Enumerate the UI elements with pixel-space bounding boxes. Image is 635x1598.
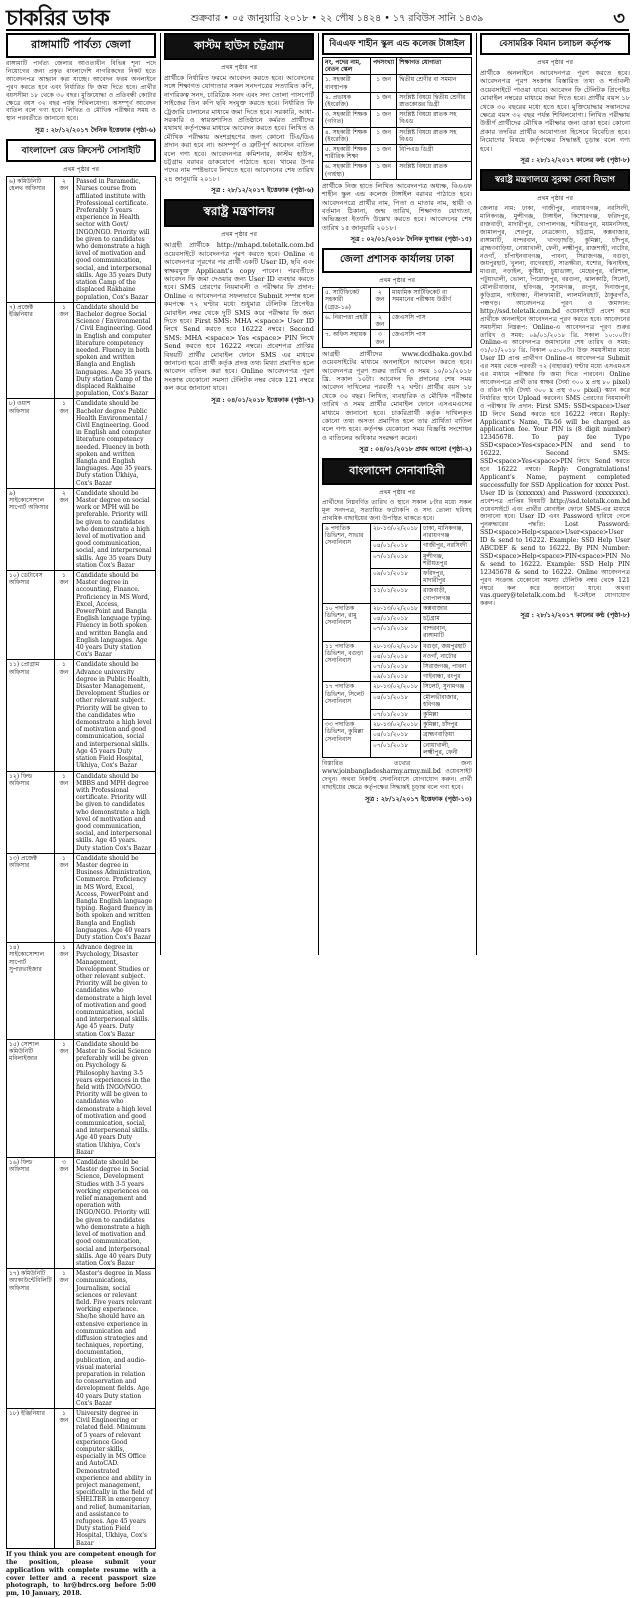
army-intro: প্রার্থীদের নিম্নবর্ণিত তারিখ ও স্থানে সকাল ৮টার মধ্যে সকল মূল সনদপত্র, সত্যায়িত ফটোকপি ও সদ্য তোলা ছবিসহ প্রাথমিক বাছাইয়ের জন্য উপস্থিত থাকতে হবে।	[322, 499, 472, 522]
table-row	[323, 110, 472, 127]
rangamati-body: রাঙ্গামাটি পার্বত্য জেলার আওতাধীন বিভিন্ন শূন্য পদে নিয়োগের জন্য প্রকৃত বাংলাদেশি নাগরিকদের নিকট হতে আবেদনপত্র আহ্বান করা যাচ্ছে। আবেদন ফরম অনলাইনে পূরণ করতে হবে এবং নির্ধারিত ফি জমা দিতে হবে। প্রার্থীর বয়সসীমা ১৮ থেকে ৩০ বছর। মুক্তিযোদ্ধা ও প্রতিবন্ধী কোটার ক্ষেত্রে বয়স ৩২ বছর পর্যন্ত শিথিলযোগ্য। অসম্পূর্ণ আবেদন বাতিল বলে গণ্য হবে। লিখিত ও মৌখিক পরীক্ষার সময় ও স্থান পরবর্তীতে জানানো হবে।	[6, 60, 156, 123]
dhaka-source: সূত্র : ০৪/০১/২০১৮ প্রথম আলো (পৃষ্ঠা-২)	[359, 445, 472, 454]
schedule-districts: নোয়াখালী, লক্ষ্মীপুর, ফেনী	[421, 740, 472, 757]
table-row	[7, 488, 156, 570]
customs-body: প্রার্থীকে নির্ধারিত ফরমে আবেদন করতে হবে। আবেদনের সঙ্গে শিক্ষাগত যোগ্যতার সকল সনদপত্রের সত্যায়িত কপি, নাগরিকত্ব সনদ, চারিত্রিক সনদ এবং সদ্য তোলা পাসপোর্ট সাইজের তিন কপি ছবি সংযুক্ত করতে হবে। নির্ধারিত ফি ট্রেজারি চালানের মাধ্যমে জমা দিতে হবে। সরকারি, আধা-সরকারি ও স্বায়ত্তশাসিত প্রতিষ্ঠানে কর্মরত প্রার্থীদের যথাযথ কর্তৃপক্ষের মাধ্যমে আবেদন করতে হবে। লিখিত ও মৌখিক পরীক্ষায় অংশগ্রহণের জন্য কোনো টিএ/ডিএ প্রদান করা হবে না। অসম্পূর্ণ ও ত্রুটিপূর্ণ আবেদন বাতিল বলে গণ্য হবে। আবেদনপত্র কমিশনার, কাস্টম হাউস, চট্টগ্রাম বরাবর ডাকযোগে পাঠাতে হবে। খামের উপর পদের নাম স্পষ্টভাবে লিখতে হবে। আবেদনের শেষ তারিখ ২৪ জানুয়ারি ২০১৮।	[164, 74, 314, 183]
schedule-date: ২৮-১৩/০২/২০১৮	[371, 523, 421, 540]
post-requirements: বিপিএড ডিগ্রী	[397, 145, 472, 162]
swarashtra-source: সূত্র : ০৪/০১/২০১৮ ইত্তেফাক (পৃষ্ঠা-৭)	[211, 395, 314, 404]
army-body: বিস্তারিত তথ্যের জন্য www.joinbangladesharmy.army.mil.bd ওয়েবসাইট দেখুন। অথবা নিকটস্থ সেনানিবাসে যোগাযোগ করুন। প্রার্থী বাছাইয়ের ক্ষেত্রে কর্তৃপক্ষের সিদ্ধান্তই চূড়ান্ত বলে গণ্য হবে।	[322, 759, 472, 791]
post-requirements: Candidate should be Master degree on social work or MPH will be preferable. Priority will be given to candidates who demonstrate a high level of motivation and good communication, social, and interpersonal skills. Age 35 years Duty station Cox's Bazar	[74, 488, 156, 570]
table-row	[7, 853, 156, 942]
suraksha-body: জেলার নাম: ঢাকা, গাজীপুর, নারায়ণগঞ্জ, নরসিংদী, মানিকগঞ্জ, মুন্সীগঞ্জ, টাঙ্গাইল, কিশোরগঞ্জ, ফরিদপুর, রাজবাড়ী, মাদারীপুর, গোপালগঞ্জ, শরীয়তপুর, ময়মনসিংহ, জামালপুর, শেরপুর, নেত্রকোণা, চট্টগ্রাম, কক্সবাজার, রাঙ্গামাটি, বান্দরবান, খাগড়াছড়ি, কুমিল্লা, চাঁদপুর, ব্রাহ্মণবাড়িয়া, নোয়াখালী, ফেনী, লক্ষ্মীপুর, রাজশাহী, নাটোর, নওগাঁ, চাঁপাইনবাবগঞ্জ, পাবনা, সিরাজগঞ্জ, বগুড়া, জয়পুরহাট, খুলনা, বাগেরহাট, সাতক্ষীরা, যশোর, ঝিনাইদহ, মাগুরা, নড়াইল, কুষ্টিয়া, চুয়াডাঙ্গা, মেহেরপুর, বরিশাল, পটুয়াখালী, ভোলা, পিরোজপুর, বরগুনা, ঝালকাঠি, সিলেট, মৌলভীবাজার, হবিগঞ্জ, সুনামগঞ্জ, রংপুর, দিনাজপুর, কুড়িগ্রাম, গাইবান্ধা, নীলফামারী, লালমনিরহাট, ঠাকুরগাঁও, পঞ্চগড়। আবেদনপত্র পূরণ ও জমাদান: http://ssd.teletalk.com.bd ওয়েবসাইটে প্রবেশ করে প্রার্থীকে অনলাইনে আবেদনপত্র পূরণ করতে হবে। আবেদনের সময়সীমা নিম্নরূপ: Online-এ আবেদনপত্র পূরণ শুরুর তারিখ ও সময়: ০৯/০১/২০১৮ খ্রি. সকাল ১০:০০টা। Online-এ আবেদনপত্র জমাদানের শেষ তারিখ ও সময়: ৩১/০১/২০১৮ খ্রি. বিকাল ০৫:০০টা। উক্ত সময়সীমার মধ্যে User ID প্রাপ্ত প্রার্থীগণ Online-এ আবেদনপত্র Submit এর সময় থেকে পরবর্তী ৭২ (বাহাত্তর) ঘণ্টার মধ্যে এসএমএস এর মাধ্যমে পরীক্ষার ফি জমা দিতে পারবেন। Online আবেদনপত্রে প্রার্থী তার স্বাক্ষর (দৈর্ঘ্য ৩০০ x প্রস্থ ৮০ pixel) ও রঙিন ছবি (দৈর্ঘ্য ৩০০ x প্রস্থ ৩০০ pixel) স্ক্যান করে নির্ধারিত স্থানে Upload করবেন। SMS প্রেরণের নিয়মাবলী ও পরীক্ষার ফি প্রদান: First SMS: SSD<space>User ID লিখে Send করতে হবে 16222 নম্বরে। Reply: Applicant's Name, Tk-56 will be charged as application fee. Your PIN is (8 digit number) 12345678. To pay fee Type SSD<space>Yes<space>PIN and send to 16222. Second SMS: SSD<space>Yes<space>PIN লিখে Send করতে হবে 16222 নম্বরে। Reply: Congratulations! Applicant's Name, payment completed successfully for SSD Application for xxxxx Post. User ID is (xxxxxxx) and Password (xxxxxxxx). প্রবেশপত্র প্রাপ্তির বিষয়টি http://ssd.teletalk.com.bd ওয়েবসাইটে এবং প্রার্থীর মোবাইল ফোনে SMS-এর মাধ্যমে জানানো হবে। User ID এবং Password হারিয়ে গেলে পুনরুদ্ধারের পদ্ধতি: Lost Password: SSD<space>Help<space>User<space>User ID & send to 16222. Example: SSD Help User ABCDEF & send to 16222. By PIN Number: SSD<space>Help<space>PIN<space>PIN No & send to 16222. Example: SSD Help PIN 12345678 & send to 16222. Online আবেদনপত্র পূরণ সংক্রান্ত যেকোনো সমস্যা টেলিটক নম্বর থেকে 121 নম্বরে কল করে জানানো যাবে। অথবা vas.query@teletalk.com.bd ই-মেইলে যোগাযোগ করুন।	[480, 205, 630, 608]
schedule-districts: কক্সবাজার	[421, 603, 472, 613]
post-requirements: University degree in Civil Engineering or related field. Minimum of 5 years of relevant experience Good computer skills, especially in MS Office and AutoCAD. Demonstrated experience and ability in project management, specifically in the field of SHELTER in emergency and relief, humanitarian, and assistance to refugees. Age 45 years Duty station Field Hospital, Ukhiya, Cox's Bazar	[74, 1408, 156, 1548]
post-requirements: Candidate should be Master degree in Business Administration, Commerce. Proficiency in MS Word, Excel, Access, PowerPoint and Bangla English language typing. Regard fluency in both spoken and written Bangla and English languages. Age 40 years Duty station Cox's Bazar	[74, 853, 156, 942]
post-name: ৪. সহকারী শিক্ষক (ইংরেজি)	[323, 127, 371, 144]
post-requirements: সংশ্লিষ্ট বিষয়ে দ্বিতীয় শ্রেণীর স্নাতকোত্তর ডিগ্রী	[397, 92, 472, 109]
schedule-districts: ঢাকা, মানিকগঞ্জ, নারায়ণগঞ্জ	[421, 523, 472, 540]
suraksha-title: স্বরাষ্ট্র মন্ত্রণালয়ে সুরক্ষা সেবা বিভাগ	[480, 169, 630, 191]
table-row	[7, 177, 156, 302]
schedule-districts: চট্টগ্রাম	[421, 613, 472, 623]
schedule-districts: মৌলভীবাজার, হবিগঞ্জ	[421, 692, 472, 709]
post-name: ১১) প্রোগ্রাম অফিসার	[7, 660, 55, 771]
swarashtra-subtitle: প্রথম পৃষ্ঠার পর	[221, 231, 257, 239]
post-requirements: সংশ্লিষ্ট বিষয়ে স্নাতক সহ বিএড	[397, 127, 472, 144]
post-name: ১৭) কমিউনিটি অ্যাকাউন্টেবিলিটি অফিসার	[7, 1269, 55, 1409]
schedule-date: ০৭/০১/২০১৮	[371, 740, 421, 757]
schedule-date: ২৮-১৩/০২/২০১৮	[371, 641, 421, 651]
post-count: ২ জন	[55, 488, 74, 570]
bcs-head-post: নং, পদের নাম, বেতন স্কেল	[323, 58, 371, 75]
post-requirements: Passed in Paramedic, Nurses course from affiliated institute with Professional certificate. Preferably 5 years experience in Health sector with Govt/ INGO/NGO. Priority will be given to candidates who demonstrate a high level of motivation and good communication, social, and interpersonal skills. Age 35 years Duty station Camp of the displaced Rakhaine population, Cox's Bazar	[74, 177, 156, 302]
army-title: বাংলাদেশ সেনাবাহিনী	[322, 458, 472, 485]
swarashtra-title: স্বরাষ্ট্র মন্ত্রণালয়	[164, 199, 314, 227]
bcs-title: বিএএফ শাহীন স্কুল এন্ড কলেজ টাঙ্গাইল	[322, 33, 472, 55]
table-row	[7, 399, 156, 488]
dhaka-title: জেলা প্রশাসক কার্যালয় ঢাকা	[322, 248, 472, 273]
page-number: ৩	[613, 8, 625, 29]
post-requirements: Candidate should be Master in Social Science preferably will be given on Psychology & Philosophy having 3-5 years experiences in the field with INGO/NGO. Priority will be given to candidates who demonstrate a high level of motivation and good communication, social, and interpersonal skills. Age 40 years Duty station Ukhiya, Cox's Bazar	[74, 1039, 156, 1157]
schedule-date: ২৮-১৩/০২/২০১৮	[371, 682, 421, 692]
post-requirements: দ্বিতীয় শ্রেণীর বা সমমান	[397, 75, 472, 92]
schedule-unit: ৯ পদাতিক ডিভিশন, সাভার সেনানিবাস	[323, 523, 371, 603]
post-requirements: Candidate should be MBBS and MPH degree with Professional certificate. Priority will be given to candidates who demonstrate a high level of motivation and good communication, social, and interpersonal skills. Age 45 years. Duty station Cox's Bazar	[74, 771, 156, 853]
post-count: ১ জন	[371, 162, 397, 179]
army-subtitle: প্রথম পৃষ্ঠার পর	[379, 489, 415, 497]
post-count: ২ জন	[371, 288, 390, 313]
table-row	[7, 302, 156, 399]
schedule-districts: মুন্সীগঞ্জ, শরীয়তপুর	[421, 551, 472, 568]
suraksha-subtitle: প্রথম পৃষ্ঠার পর	[537, 195, 573, 203]
table-row	[7, 771, 156, 853]
army-schedule-table	[322, 523, 472, 758]
schedule-date: ০৪/০১/২০১৮	[371, 613, 421, 623]
schedule-districts: নওগাঁ, নাটোর	[421, 651, 472, 661]
post-name: ৬. নিরাপত্তা প্রহরী	[323, 312, 371, 329]
post-name: ১৬) ফিল্ড অফিসার	[7, 1158, 55, 1269]
schedule-districts: বান্দরবান, রাঙ্গামাটি	[421, 624, 472, 641]
post-requirements: মাধ্যমিক সার্টিফিকেট বা সমমানের পরীক্ষায় উত্তীর্ণ	[390, 288, 472, 313]
post-name: ১৮) ইঞ্জিনিয়ার	[7, 1408, 55, 1548]
post-count: ১ জন	[371, 75, 397, 92]
post-count: ২ জন	[55, 177, 74, 302]
column-divider	[160, 33, 161, 955]
schedule-districts: রাজবাড়ী, গোপালগঞ্জ	[421, 586, 472, 603]
schedule-districts: কুমিল্লা, চাঁদপুর	[421, 720, 472, 730]
post-requirements: Candidate should be Advance university degree in Public Health, Disaster Management, Development Studies or other relevant subject. Priority will be given to the candidates who demonstrate a high level of motivation and good communication, social and interpersonal skills. Age 45 years Duty station Field Hospital, Ukhiya, Cox's Bazar	[74, 660, 156, 771]
table-row	[7, 1039, 156, 1157]
column-2	[164, 33, 314, 955]
column-divider	[476, 33, 477, 955]
schedule-date: ২৮-১৩/০২/২০১৮	[371, 720, 421, 730]
schedule-unit: ১১ পদাতিক ডিভিশন, বগুড়া সেনানিবাস	[323, 641, 371, 682]
customs-title: কাস্টম হাউস চট্টগ্রাম	[164, 33, 314, 60]
table-row	[7, 1158, 156, 1269]
schedule-row	[323, 641, 472, 651]
rangamati-source: সূত্র : ২৮/১২/২০১৭ দৈনিক ইত্তেফাক (পৃষ্ঠা-৬)	[34, 126, 156, 135]
biman-source: সূত্র : ২৮/১২/২০১৭ কালের কণ্ঠ (পৃষ্ঠা-৮)	[520, 156, 630, 165]
post-count: ১ জন	[55, 571, 74, 660]
newspaper-header	[6, 3, 629, 31]
schedule-date: ২৮-১৩/০২/২০১৮	[371, 603, 421, 613]
post-name: ১২) ফিল্ড অফিসার	[7, 771, 55, 853]
swarashtra-body: আগ্রহী প্রার্থীকে http://mhapd.teletalk.com.bd ওয়েবসাইটে আবেদনপত্র পূরণ করতে হবে। Online এ আবেদনপত্র পূরণের পর প্রার্থী একটি User ID, ছবি এবং স্বাক্ষরযুক্ত Applicant's copy পাবেন। পরবর্তীতে আবেদন ফি জমা দেওয়ার জন্য User ID ব্যবহার করতে হবে। SMS প্রেরণের নিয়মাবলী ও পরীক্ষার ফি প্রদান: Online এ আবেদনপত্র সফলভাবে Submit সম্পন্ন হলে কমপক্ষে ৭২ ঘণ্টার মধ্যে শুধুমাত্র টেলিটক প্রিপেইড মোবাইল নম্বর থেকে দুটি SMS করে পরীক্ষার ফি জমা দিতে হবে। First SMS: MHA <space> User ID লিখে Send করতে হবে 16222 নম্বরে। Second SMS: MHA <space> Yes <space> PIN লিখে Send করতে হবে 16222 নম্বরে। প্রবেশপত্র প্রাপ্তির বিষয়টি প্রার্থীর মোবাইল ফোনে SMS এর মাধ্যমে জানানো হবে। প্রার্থী কর্তৃক প্রদত্ত তথ্য মিথ্যা প্রমাণিত হলে আবেদন বাতিল করা হবে। Online আবেদনপত্র পূরণ সংক্রান্ত যেকোনো সমস্যা টেলিটক নম্বর থেকে 121 নম্বরে কল করে জানানো যাবে।	[164, 241, 314, 393]
post-name: ৫. সার্টিফিকেট সহকারী (গ্রেড-১৬)	[323, 288, 371, 313]
redcrescent-table	[6, 176, 156, 1549]
schedule-districts: ফরিদপুর, মাদারীপুর	[421, 568, 472, 585]
table-row	[7, 1408, 156, 1548]
suraksha-source: সূত্র : ২৮/১২/২০১৭ কালের কণ্ঠ (পৃষ্ঠা-৮)	[520, 611, 630, 620]
post-count: ১ জন	[55, 853, 74, 942]
table-row	[323, 145, 472, 162]
table-row	[323, 75, 472, 92]
post-name: ৭. অফিস সহায়ক	[323, 330, 371, 347]
redcrescent-footer: If you think you are competent enough for the position, please submit your application with complete resume with a cover letter and a recent passport size photograph, to hr@bdrcs.org before 5:00 pm, 10 January, 2018.	[6, 1550, 156, 1598]
table-row	[323, 312, 472, 329]
post-count: ১ জন	[371, 145, 397, 162]
post-count: ১ জন	[55, 1269, 74, 1409]
schedule-districts: সিলেট, সুনামগঞ্জ	[421, 682, 472, 692]
schedule-date: ১১/০১/২০১৮	[371, 586, 421, 603]
post-name: ১০) ডেটাবেস অফিসার	[7, 571, 55, 660]
post-name: ১৩) প্রজেক্ট অফিসার	[7, 853, 55, 942]
post-requirements: Candidate should be Bachelor degree Public Health Environmental / Civil Engineering. Good in English and computer literature competency needed. Fluency in both spoken and written Bangla and English languages. Age 35 years. Duty station Ukhiya, Cox's Bazar	[74, 399, 156, 488]
schedule-districts: ব্রাহ্মণবাড়িয়া	[421, 730, 472, 740]
table-row	[7, 1269, 156, 1409]
post-count: ১ জন	[55, 302, 74, 399]
table-row	[7, 943, 156, 1040]
post-requirements: Candidate should be Bachelor degree Social Science / Environmental / Civil Engineering. Good in English and computer literature competency needed. Fluency in both spoken and written Bangla and English languages. Age 35 years. Duty station Camp of the displaced Rakhaine population, Cox's Bazar	[74, 302, 156, 399]
post-requirements: Candidate should be Master degree in Social Science, Development Studies with 3-5 years working experiences on relief management and operation with INGO/NGO. Priority will be given to candidates who demonstrate a high level of motivation and good communication, social and interpersonal skills. Age 40 years Duty station Cox's Bazar	[74, 1158, 156, 1269]
schedule-districts: কুমিল্লা	[421, 709, 472, 719]
schedule-districts: সিরাজগঞ্জ, পাবনা	[421, 661, 472, 671]
table-row	[323, 92, 472, 109]
schedule-date: ০৭/০১/২০১৮	[371, 709, 421, 719]
post-name: ৮) ওয়াশ অফিসার	[7, 399, 55, 488]
column-1	[6, 33, 156, 1598]
post-requirements: Advance degree in Psychology, Disaster Management, Development Studies or other relevant subject. Priority will be given to candidates who demonstrate a high level of motivation and good communication, social and interpersonal skills. Age 45 years. Duty station Cox's Bazar	[74, 943, 156, 1040]
bcs-table	[322, 57, 472, 180]
post-name: ৩. সহকারী শিক্ষক (গণিত)	[323, 110, 371, 127]
post-count: ১ জন	[55, 943, 74, 1040]
bcs-head-count: পদসংখ্যা	[371, 58, 397, 75]
dhaka-table	[322, 287, 472, 347]
post-count: ১ জন	[55, 660, 74, 771]
customs-source: সূত্র : ২৮/১২/২০১৭ ইত্তেফাক (পৃষ্ঠা-৬)	[211, 186, 314, 195]
post-requirements: সংশ্লিষ্ট বিষয়ে স্নাতক সহ বিএড	[397, 110, 472, 127]
biman-body: প্রার্থীকে অনলাইনে আবেদনপত্র পূরণ করতে হবে। আবেদনপত্র পূরণ সংক্রান্ত বিস্তারিত তথ্য ও শর্তাবলী ওয়েবসাইটে পাওয়া যাবে। আবেদন ফি টেলিটক প্রিপেইড মোবাইল নম্বরের মাধ্যমে জমা দিতে হবে। প্রার্থীর বয়স ১৮ থেকে ৩০ বছরের মধ্যে হতে হবে। মুক্তিযোদ্ধার সন্তানদের ক্ষেত্রে বয়স ৩২ বছর পর্যন্ত শিথিলযোগ্য। লিখিত পরীক্ষায় উত্তীর্ণ প্রার্থীদের মৌখিক পরীক্ষার জন্য ডাকা হবে। কোনো প্রকার তদবির প্রার্থীর অযোগ্যতা হিসেবে বিবেচিত হবে। নিয়োগের বিষয়ে কর্তৃপক্ষের সিদ্ধান্তই চূড়ান্ত বলে গণ্য হবে।	[480, 69, 630, 153]
post-requirements: Master's degree in Mass communications, Journalism, social sciences or relevant field. Five years relevant working experience. She/he should have an extensive experience in communication and diffusion strategies and techniques, reporting, documentation, publication, and audio-visual material preparation in relation to conservation and development fields. Age 40 years Duty station Cox's Bazar	[74, 1269, 156, 1409]
schedule-districts: গাইবান্ধা, রংপুর	[421, 672, 472, 682]
schedule-districts: বগুড়া, জয়পুরহাট	[421, 641, 472, 651]
newspaper-title: চাকরির ডাক	[6, 6, 109, 31]
table-row	[323, 330, 472, 347]
post-name: ৫. সহকারী শিক্ষক শারীরিক শিক্ষা	[323, 145, 371, 162]
dhaka-body: আগ্রহী প্রার্থীদের www.dcdhaka.gov.bd ওয়েবসাইটের মাধ্যমে অনলাইনে আবেদন করতে হবে। আবেদনপত্র পূরণ শুরুর তারিখ ও সময় ১০/০১/২০১৮ খ্রি. সকাল ১০টা। আবেদন ফি প্রদানের শেষ সময় আবেদন দাখিলের পরবর্তী ৭২ ঘণ্টা। প্রার্থীর বয়স ১৮ থেকে ৩০ বছর। লিখিত, ব্যবহারিক ও মৌখিক পরীক্ষার তারিখ ও সময় প্রার্থীর মোবাইল ফোনে এসএমএসের মাধ্যমে জানানো হবে। চাকরিপ্রার্থী কর্তৃক দাখিলকৃত কোনো তথ্য অসত্য প্রমাণিত হলে তার প্রার্থিতা বাতিল বলে গণ্য হবে। কর্তৃপক্ষ যেকোনো সময় বিজ্ঞপ্তি সংশোধন ও বাতিলের অধিকার সংরক্ষণ করেন।	[322, 349, 472, 442]
post-count: ১ জন	[371, 110, 397, 127]
schedule-row	[323, 603, 472, 613]
post-name: ১৪) সাইকোসোশাল সাপোর্ট সুপারভাইজার	[7, 943, 55, 1040]
post-requirements: জেএসসি পাস	[390, 312, 472, 329]
schedule-date: ০৯/০১/২০১৮	[371, 672, 421, 682]
table-row	[323, 288, 472, 313]
schedule-unit: ৩৩ পদাতিক ডিভিশন, কুমিল্লা সেনানিবাস	[323, 720, 371, 758]
schedule-row	[323, 523, 472, 540]
post-requirements: সংশ্লিষ্ট বিষয়ে স্নাতক	[397, 162, 472, 179]
schedule-row	[323, 682, 472, 692]
dhaka-subtitle: প্রথম পৃষ্ঠার পর	[379, 277, 415, 285]
redcrescent-title: বাংলাদেশ রেড ক্রিসেন্ট সোসাইটি	[6, 139, 156, 162]
post-name: ৯) সাইকোসোশাল সাপোর্ট অফিসার	[7, 488, 55, 570]
schedule-districts: গাজীপুর, নরসিংদী	[421, 541, 472, 551]
post-count: ৩ জন	[371, 330, 390, 347]
schedule-date: ০৭/০১/২০১৮	[371, 551, 421, 568]
column-4	[480, 33, 630, 955]
post-count: ২ জন	[371, 312, 390, 329]
customs-subtitle: প্রথম পৃষ্ঠার পর	[221, 64, 257, 71]
schedule-date: ০৯/০১/২০১৮	[371, 568, 421, 585]
column-3	[322, 33, 472, 955]
rangamati-title: রাঙ্গামাটি পার্বত্য জেলা	[6, 33, 156, 58]
schedule-date: ০৪/০১/২০১৮	[371, 651, 421, 661]
schedule-row	[323, 720, 472, 730]
post-count: ১ জন	[55, 1408, 74, 1548]
post-name: ৬) কমিউনিটি হেলথ অফিসার	[7, 177, 55, 302]
army-source: সূত্র : ২৮/১২/২০১৭ ইত্তেফাক (পৃষ্ঠা-১৩)	[365, 794, 472, 803]
table-row	[323, 127, 472, 144]
post-count: ১ জন	[371, 92, 397, 109]
column-divider	[318, 33, 319, 955]
schedule-date: ০৭/০১/২০১৮	[371, 661, 421, 671]
table-row	[7, 571, 156, 660]
post-requirements: জেএসসি পাস	[390, 330, 472, 347]
bcs-body: প্রার্থীকে নিজ হাতে লিখিত আবেদনপত্র অধ্যক্ষ, বিএএফ শাহীন স্কুল এন্ড কলেজ টাঙ্গাইল বরাবর পাঠাতে হবে। আবেদনপত্রে প্রার্থীর নাম, পিতা ও মাতার নাম, স্থায়ী ও বর্তমান ঠিকানা, জন্ম তারিখ, শিক্ষাগত যোগ্যতা, অভিজ্ঞতা ইত্যাদি উল্লেখ করতে হবে। আবেদনের শেষ তারিখ ১৫ জানুয়ারি ২০১৮।	[322, 181, 472, 232]
post-count: ৩ জন	[55, 1158, 74, 1269]
post-count: ১ জন	[371, 127, 397, 144]
table-row	[7, 660, 156, 771]
issue-date: শুক্রবার • ০৫ জানুয়ারি ২০১৮ • ২২ পৌষ ১৪২৪ • ১৭ রবিউস সানি ১৪৩৯	[191, 13, 484, 24]
biman-subtitle: প্রথম পৃষ্ঠার পর	[537, 59, 573, 66]
schedule-date: ০৪/০১/২০১৮	[371, 541, 421, 551]
post-name: ১. সহকারী ব্যবস্থাপক	[323, 75, 371, 92]
table-row	[323, 162, 472, 179]
post-count: ১ জন	[55, 1039, 74, 1157]
schedule-date: ০৪/০১/২০১৮	[371, 692, 421, 709]
redcrescent-subtitle: প্রথম পৃষ্ঠার পর	[63, 166, 99, 174]
schedule-unit: ১০ পদাতিক ডিভিশন, রামু সেনানিবাস	[323, 603, 371, 641]
post-count: ১ জন	[55, 771, 74, 853]
post-name: ৭) প্রজেক্ট ইঞ্জিনিয়ার	[7, 302, 55, 399]
schedule-unit: ১৭ পদাতিক ডিভিশন, সিলেট সেনানিবাস	[323, 682, 371, 720]
post-name: ২. প্রভাষক (ইংরেজি)	[323, 92, 371, 109]
post-requirements: Candidate should be Master degree in accounting, Finance. Proficiency in MS Word, Excel, Access, PowerPoint and Bangla English language typing. Fluency in both spoken and written Bangla and English languages. Age 40 years Duty station Cox's Bazar	[74, 571, 156, 660]
biman-title: বেসামরিক বিমান চলাচল কর্তৃপক্ষ	[480, 33, 630, 55]
bcs-head-qual: শিক্ষাগত যোগ্যতা	[397, 58, 472, 75]
post-name: ১৫) সোশাল কমিউনিটি মবিলাইজার	[7, 1039, 55, 1157]
post-count: ১ জন	[55, 399, 74, 488]
post-name: ৬. সহকারী শিক্ষক (গার্হস্থ্য)	[323, 162, 371, 179]
bcs-source: সূত্র : ০২/০১/২০১৮ দৈনিক যুগান্তর (পৃষ্ঠা-১৫)	[350, 235, 472, 244]
schedule-date: ০৭/০১/২০১৮	[371, 624, 421, 641]
schedule-date: ০৪/০১/২০১৮	[371, 730, 421, 740]
